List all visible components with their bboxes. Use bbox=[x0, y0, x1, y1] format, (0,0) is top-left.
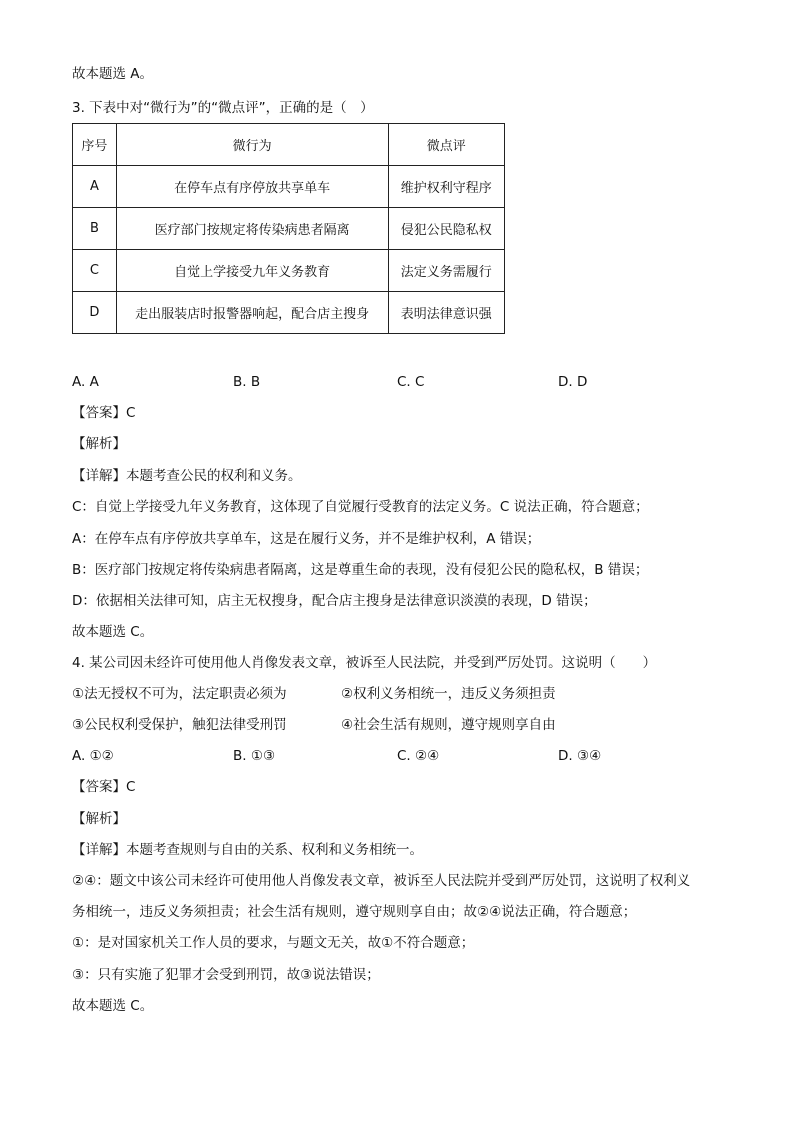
q3-stem: 3. 下表中对“微行为”的“微点评”，正确的是（ ） bbox=[72, 100, 374, 116]
q4-option-d: D. ③④ bbox=[558, 748, 602, 764]
q4-analysis-line: ③：只有实施了犯罪才会受到刑罚，故③说法错误； bbox=[72, 967, 380, 983]
table-header-row bbox=[73, 124, 505, 166]
table-row bbox=[73, 250, 505, 292]
table-row bbox=[73, 166, 505, 208]
table-row bbox=[73, 292, 505, 334]
table-cell: 表明法律意识强 bbox=[388, 292, 504, 334]
q3-option-c: C. C bbox=[397, 374, 425, 390]
q3-analysis-line: B：医疗部门按规定将传染病患者隔离，这是尊重生命的表现，没有侵犯公民的隐私权，B 错误； bbox=[72, 562, 649, 578]
table-cell: 自觉上学接受九年义务教育 bbox=[116, 250, 388, 292]
table-cell: C bbox=[73, 250, 117, 292]
table-cell: 侵犯公民隐私权 bbox=[388, 208, 504, 250]
table-cell: 维护权利守程序 bbox=[388, 166, 504, 208]
q4-statement: ③公民权利受保护，触犯法律受刑罚 bbox=[72, 717, 287, 733]
table-header-cell: 序号 bbox=[73, 124, 117, 166]
q3-conclusion: 故本题选 C。 bbox=[72, 624, 154, 640]
q4-analysis-line: ②④：题文中该公司未经许可使用他人肖像发表文章，被诉至人民法院并受到严厉处罚，这说明了权利义 bbox=[72, 873, 691, 889]
q4-conclusion: 故本题选 C。 bbox=[72, 998, 154, 1014]
q3-analysis-label: 【解析】 bbox=[72, 436, 126, 452]
q4-statement: ②权利义务相统一，违反义务须担责 bbox=[341, 686, 556, 702]
table-header-cell: 微点评 bbox=[388, 124, 504, 166]
q4-analysis-line: 务相统一，违反义务须担责；社会生活有规则，遵守规则享自由；故②④说法正确，符合题意； bbox=[72, 904, 637, 920]
table-row bbox=[73, 208, 505, 250]
q3-detail: 【详解】本题考查公民的权利和义务。 bbox=[72, 468, 302, 484]
q4-statement: ④社会生活有规则，遵守规则享自由 bbox=[341, 717, 556, 733]
q3-option-a: A. A bbox=[72, 374, 99, 390]
q4-option-a: A. ①② bbox=[72, 748, 114, 764]
table-header-cell: 微行为 bbox=[116, 124, 388, 166]
table-cell: 医疗部门按规定将传染病患者隔离 bbox=[116, 208, 388, 250]
table-cell: 法定义务需履行 bbox=[388, 250, 504, 292]
q4-option-c: C. ②④ bbox=[397, 748, 440, 764]
q3-analysis-line: D：依据相关法律可知，店主无权搜身，配合店主搜身是法律意识淡漠的表现，D 错误； bbox=[72, 593, 597, 609]
q3-option-d: D. D bbox=[558, 374, 588, 390]
q4-analysis-label: 【解析】 bbox=[72, 811, 126, 827]
table-cell: D bbox=[73, 292, 117, 334]
table-cell: 在停车点有序停放共享单车 bbox=[116, 166, 388, 208]
q3-table bbox=[72, 123, 505, 334]
q2-conclusion: 故本题选 A。 bbox=[72, 66, 154, 82]
q4-statement: ①法无授权不可为，法定职责必须为 bbox=[72, 686, 287, 702]
q4-analysis-line: ①：是对国家机关工作人员的要求，与题文无关，故①不符合题意； bbox=[72, 935, 475, 951]
q3-option-b: B. B bbox=[233, 374, 261, 390]
table-cell: B bbox=[73, 208, 117, 250]
table-cell: 走出服装店时报警器响起，配合店主搜身 bbox=[116, 292, 388, 334]
q4-answer: 【答案】C bbox=[72, 779, 136, 795]
q4-detail: 【详解】本题考查规则与自由的关系、权利和义务相统一。 bbox=[72, 842, 423, 858]
q3-answer: 【答案】C bbox=[72, 405, 136, 421]
table-cell: A bbox=[73, 166, 117, 208]
q3-analysis-line: C：自觉上学接受九年义务教育，这体现了自觉履行受教育的法定义务。C 说法正确，符合题意； bbox=[72, 499, 649, 515]
q4-option-b: B. ①③ bbox=[233, 748, 276, 764]
q3-analysis-line: A：在停车点有序停放共享单车，这是在履行义务，并不是维护权利，A 错误； bbox=[72, 531, 541, 547]
q4-stem: 4. 某公司因未经许可使用他人肖像发表文章，被诉至人民法院，并受到严厉处罚。这说明（ ） bbox=[72, 655, 657, 671]
